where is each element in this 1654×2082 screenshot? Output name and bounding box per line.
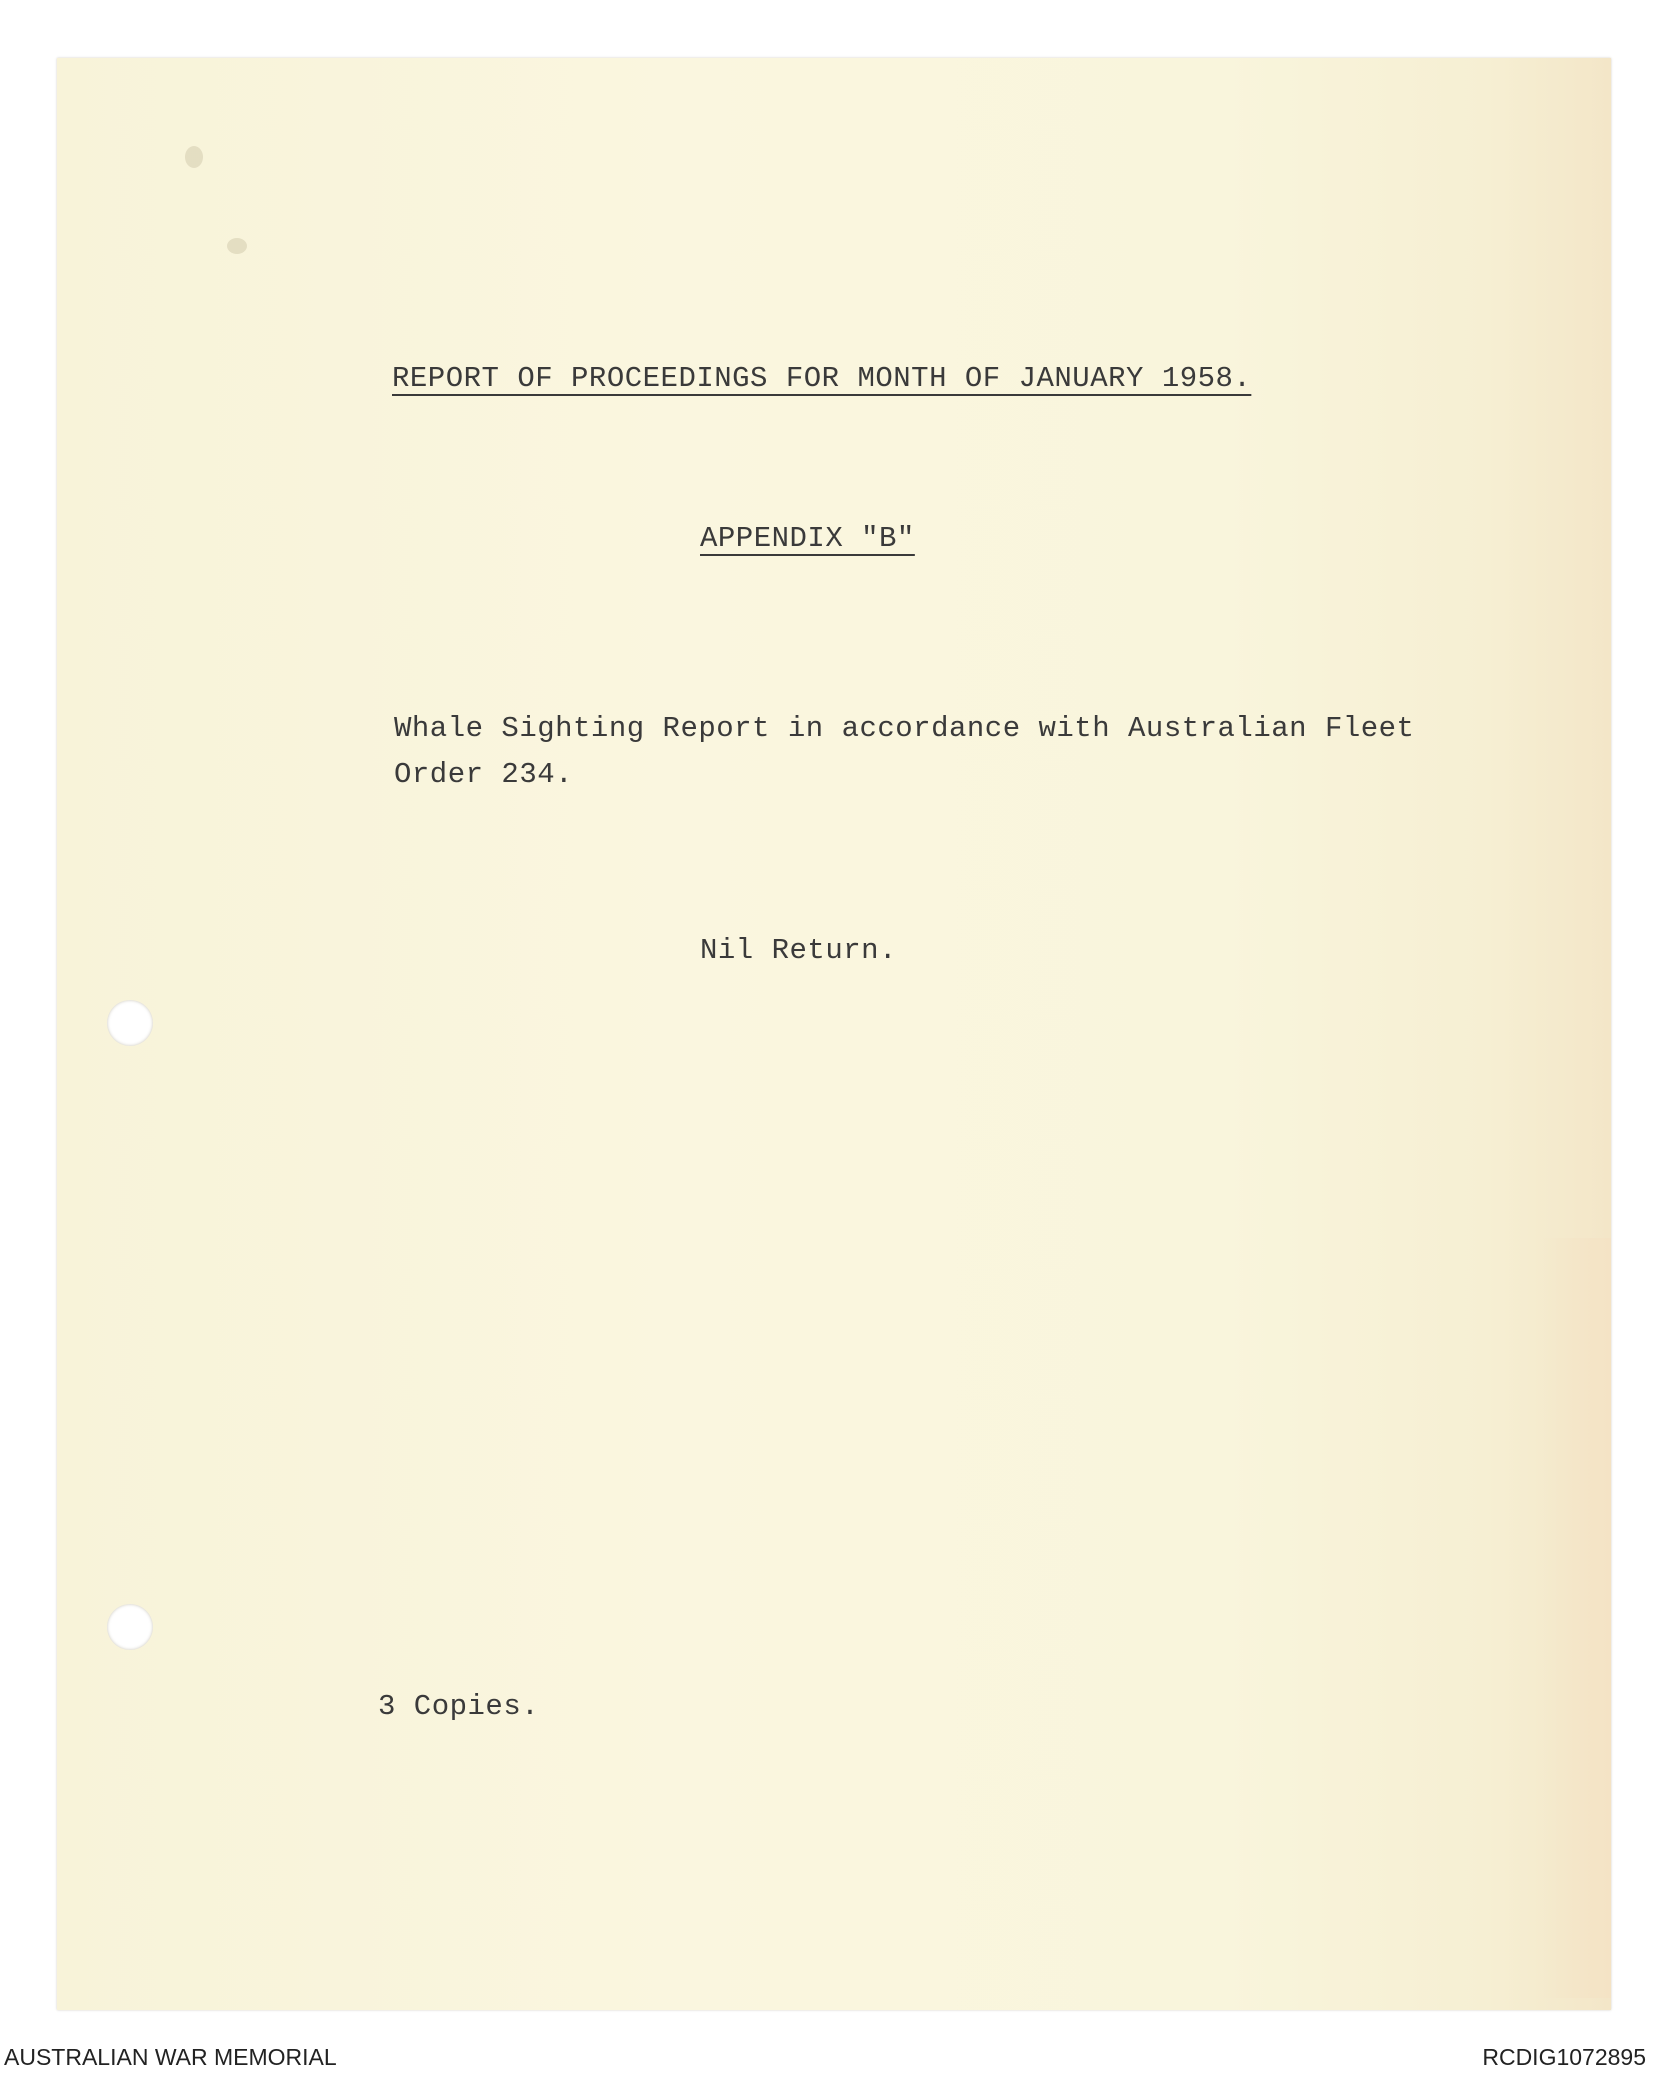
report-title: REPORT OF PROCEEDINGS FOR MONTH OF JANUARY 1958. — [392, 362, 1252, 395]
body-text-line: Order 234. — [394, 758, 574, 791]
paper-blemish — [185, 146, 203, 168]
paper-edge-discoloration — [1541, 1238, 1611, 1998]
copies-note: 3 Copies. — [378, 1690, 540, 1723]
footer-source-label: AUSTRALIAN WAR MEMORIAL — [4, 2044, 337, 2070]
punch-hole — [107, 1000, 153, 1046]
punch-hole — [107, 1604, 153, 1650]
document-page — [57, 58, 1611, 2010]
paper-blemish — [227, 238, 247, 254]
footer-record-id: RCDIG1072895 — [1482, 2044, 1646, 2070]
appendix-heading: APPENDIX "B" — [700, 522, 915, 555]
body-text-line: Whale Sighting Report in accordance with Australian Fleet — [394, 712, 1415, 745]
nil-return-text: Nil Return. — [700, 934, 897, 967]
